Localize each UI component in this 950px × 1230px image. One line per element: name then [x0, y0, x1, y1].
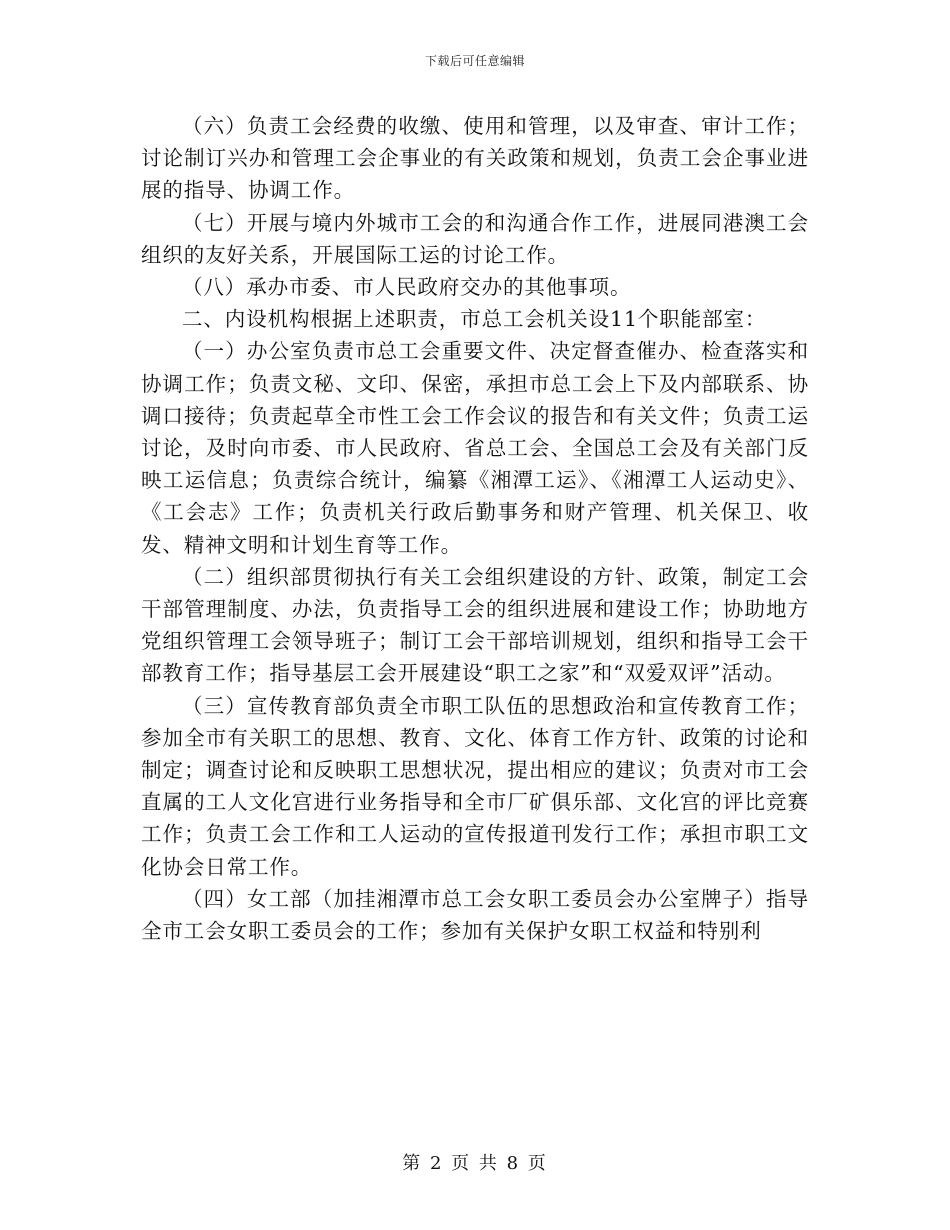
- paragraph-women-dept: （四）女工部（加挂湘潭市总工会女职工委员会办公室牌子）指导全市工会女职工委员会的工作；参加有关保护女职工权益和特别利: [141, 886, 809, 944]
- paragraph-eight: （八）承办市委、市人民政府交办的其他事项。: [182, 275, 632, 300]
- page-header-note: 下载后可任意编辑: [424, 54, 525, 68]
- paragraph-publicity-dept: （三）宣传教育部负责全市职工队伍的思想政治和宣传教育工作；参加全市有关职工的思想、教育、文化、体育工作方针、政策的讨论和制定；调查讨论和反映职工思想状况，提出相应的建议；负责对市工会直属的工人文化宫进行业务指导和全市厂矿俱乐部、文化宫的评比竞赛工作；负责工会工作和工人运动的宣传报道刊发行工作；承担市职工文化协会日常工作。: [141, 693, 809, 879]
- paragraph-office: （一）办公室负责市总工会重要文件、决定督查催办、检查落实和协调工作；负责文秘、文印、保密，承担市总工会上下及内部联系、协调口接待；负责起草全市性工会工作会议的报告和有关文件；负责工运讨论，及时向市委、市人民政府、省总工会、全国总工会及有关部门反映工运信息；负责综合统计，编纂《湘潭工运》、《湘潭工人运动史》、《工会志》工作；负责机关行政后勤事务和财产管理、机关保卫、收发、精神文明和计划生育等工作。: [141, 339, 809, 557]
- paragraph-seven: （七）开展与境内外城市工会的和沟通合作工作，进展同港澳工会组织的友好关系，开展国际工运的讨论工作。: [141, 210, 809, 267]
- section-two-heading: 二、内设机构根据上述职责，市总工会机关设11个职能部室：: [182, 307, 767, 332]
- paragraph-six: （六）负责工会经费的收缴、使用和管理，以及审查、审计工作；讨论制订兴办和管理工会企事业的有关政策和规划，负责工会企事业进展的指导、协调工作。: [141, 114, 809, 203]
- paragraph-organization-dept: （二）组织部贯彻执行有关工会组织建设的方针、政策，制定工会干部管理制度、办法，负责指导工会的组织进展和建设工作；协助地方党组织管理工会领导班子；制订工会干部培训规划，组织和指导工会干部教育工作；指导基层工会开展建设“职工之家”和“双爱双评”活动。: [141, 564, 809, 686]
- document-body: [141, 110, 809, 947]
- page-number: 第 2 页 共 8 页: [402, 1153, 548, 1174]
